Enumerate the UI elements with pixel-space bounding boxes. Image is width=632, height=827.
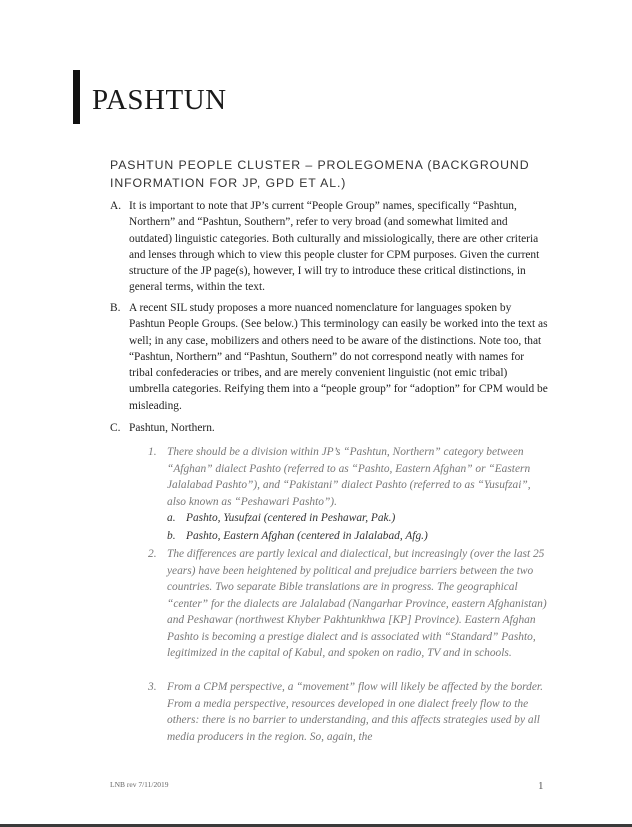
subsublist-item-b [167,528,547,545]
title-accent-bar [73,70,80,124]
list-item-a [110,198,550,296]
sublist-item-3 [148,679,548,745]
page-number: 1 [538,780,544,792]
sublist-item-text: The differences are partly lexical and dialectical, but increasingly (over the last 25 years) have been heightened by political and prejudice barriers between the two countries. Two separate Bible translations are in progress. The geographical “center” for the dialects are Jalalabad (Nangarhar Province, eastern Afghanistan) and Peshawar (northwest Khyber Pakhtunkhwa [KP] Province). Eastern Afghan Pashto is becoming a prestige dialect and is associated with “Standard” Pashto, legitimized in the capital of Kabul, and spoken on radio, TV and in schools. [167,548,547,659]
subsublist-item-text: Pashto, Eastern Afghan (centered in Jalalabad, Afg.) [186,530,428,542]
list-item-text: A recent SIL study proposes a more nuanced nomenclature for languages spoken by Pashtun People Groups. (See below.) This terminology can easily be worked into the text as well; in any case, mobilizers and others need to be aware of the distinctions. Note too, that “Pashtun, Northern” and “Pashtun, Southern” do not correspond neatly with names for tribal confederacies or tribes, and are merely convenient linguistic (not emic tribal) umbrella categories. Reifying them into a “people group” for “adoption” for CPM would be misleading. [129,302,548,412]
subsublist-item-text: Pashto, Yusufzai (centered in Peshawar, Pak.) [186,512,396,524]
footer-revision: LNB rev 7/11/2019 [110,780,169,789]
sublist-marker: 1. [148,446,157,458]
subsublist-marker: b. [167,530,176,542]
sublist-item-2 [148,546,548,662]
subsublist-item-a [167,510,547,527]
subsublist-marker: a. [167,512,176,524]
sublist-item-1 [148,444,548,510]
list-item-b [110,300,550,414]
list-item-c [110,420,550,436]
page-title: PASHTUN [92,84,227,116]
list-marker: C. [110,422,121,434]
sublist-item-text: There should be a division within JP’s “Pashtun, Northern” category between “Afghan” dialect Pashto (referred to as “Pashto, Eastern Afghan” or “Eastern Jalalabad Pashto”), and “Pakistani” dialect Pashto (referred to as “Yusufzai”, also known as “Peshawari Pashto”). [167,446,531,508]
list-item-text: Pashtun, Northern. [129,422,215,434]
sublist-marker: 3. [148,681,157,693]
list-marker: A. [110,200,122,212]
sublist-marker: 2. [148,548,157,560]
section-heading: PASHTUN PEOPLE CLUSTER – PROLEGOMENA (BACKGROUND INFORMATION FOR JP, GPD ET AL.) [110,158,530,190]
list-marker: B. [110,302,121,314]
sublist-item-text: From a CPM perspective, a “movement” flow will likely be affected by the border. From a media perspective, resources developed in one dialect freely flow to the others: there is no barrier to understanding, and this affects strategies used by all media producers in the region. So, again, the [167,681,543,743]
list-item-text: It is important to note that JP’s current “People Group” names, specifically “Pashtun, Northern” and “Pashtun, Southern”, refer to very broad (and somewhat limited and outdated) linguistic categories. Both culturally and missiologically, there are other criteria and lenses through which to view this people cluster for CPM purposes. Given the current structure of the JP page(s), however, I will try to introduce these critical distinctions, in general terms, within the text. [129,200,540,294]
